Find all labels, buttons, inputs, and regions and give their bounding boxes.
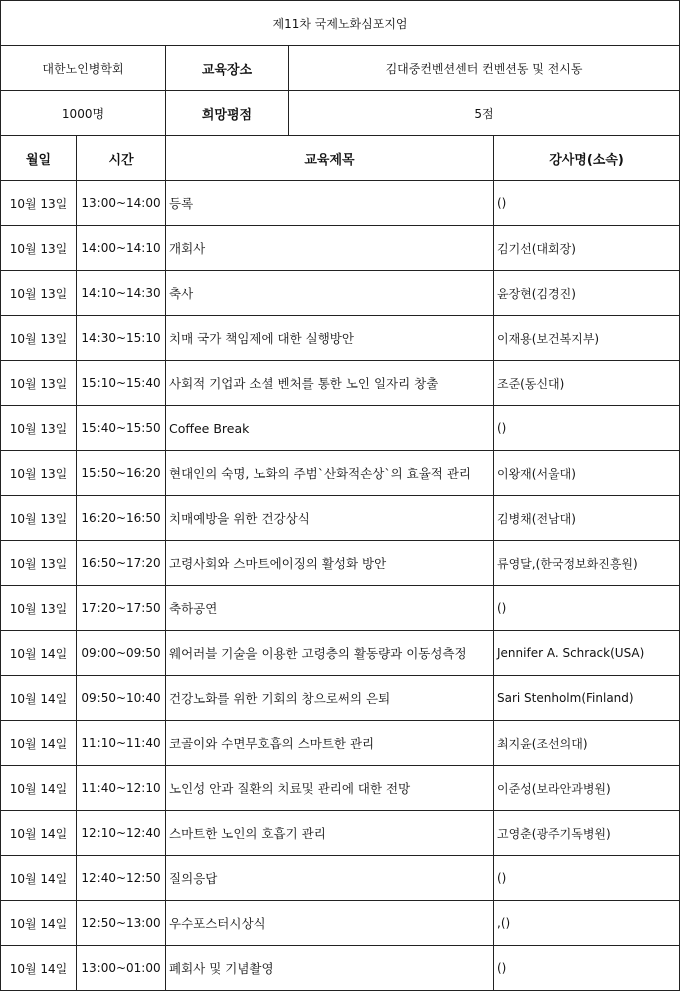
cell-time: 15:50~16:20 — [77, 451, 166, 496]
cell-date: 10월 13일 — [1, 451, 77, 496]
cell-date: 10월 13일 — [1, 586, 77, 631]
cell-title: 사회적 기업과 소셜 벤처를 통한 노인 일자리 창출 — [166, 361, 494, 406]
cell-time: 14:10~14:30 — [77, 271, 166, 316]
cell-date: 10월 14일 — [1, 631, 77, 676]
organizer: 대한노인병학회 — [1, 46, 166, 91]
venue-value: 김대중컨벤션센터 컨벤션동 및 전시동 — [289, 46, 680, 91]
cell-time: 15:40~15:50 — [77, 406, 166, 451]
cell-title: 개회사 — [166, 226, 494, 271]
cell-title: 치매예방을 위한 건강상식 — [166, 496, 494, 541]
cell-date: 10월 14일 — [1, 901, 77, 946]
cell-title: 고령사회와 스마트에이징의 활성화 방안 — [166, 541, 494, 586]
cell-title: 스마트한 노인의 호흡기 관리 — [166, 811, 494, 856]
cell-lecturer: 이재용(보건복지부) — [494, 316, 680, 361]
cell-date: 10월 13일 — [1, 406, 77, 451]
score-value: 5점 — [289, 91, 680, 136]
cell-lecturer: 이왕재(서울대) — [494, 451, 680, 496]
cell-time: 11:10~11:40 — [77, 721, 166, 766]
cell-time: 13:00~01:00 — [77, 946, 166, 991]
table-row — [1, 541, 680, 586]
cell-time: 14:30~15:10 — [77, 316, 166, 361]
cell-title: 축사 — [166, 271, 494, 316]
cell-lecturer: 김기선(대회장) — [494, 226, 680, 271]
cell-title: 현대인의 숙명, 노화의 주범`산화적손상`의 효율적 관리 — [166, 451, 494, 496]
cell-date: 10월 13일 — [1, 271, 77, 316]
cell-time: 12:50~13:00 — [77, 901, 166, 946]
header-row — [1, 136, 680, 181]
event-title: 제11차 국제노화심포지엄 — [1, 1, 680, 46]
table-row — [1, 766, 680, 811]
table-row — [1, 316, 680, 361]
cell-time: 14:00~14:10 — [77, 226, 166, 271]
cell-lecturer: ,() — [494, 901, 680, 946]
cell-title: 웨어러블 기술을 이용한 고령층의 활동량과 이동성측정 — [166, 631, 494, 676]
cell-date: 10월 14일 — [1, 811, 77, 856]
cell-date: 10월 14일 — [1, 766, 77, 811]
cell-time: 12:10~12:40 — [77, 811, 166, 856]
cell-title: 건강노화를 위한 기회의 창으로써의 은퇴 — [166, 676, 494, 721]
table-row — [1, 721, 680, 766]
col-header-title: 교육제목 — [166, 136, 494, 181]
cell-time: 13:00~14:00 — [77, 181, 166, 226]
cell-lecturer: 윤장현(김경진) — [494, 271, 680, 316]
cell-date: 10월 13일 — [1, 181, 77, 226]
cell-lecturer: Sari Stenholm(Finland) — [494, 676, 680, 721]
cell-title: 코골이와 수면무호흡의 스마트한 관리 — [166, 721, 494, 766]
table-row — [1, 226, 680, 271]
cell-date: 10월 13일 — [1, 316, 77, 361]
cell-lecturer: () — [494, 946, 680, 991]
capacity: 1000명 — [1, 91, 166, 136]
cell-time: 16:50~17:20 — [77, 541, 166, 586]
col-header-lecturer: 강사명(소속) — [494, 136, 680, 181]
cell-time: 17:20~17:50 — [77, 586, 166, 631]
cell-lecturer: 류영달,(한국정보화진흥원) — [494, 541, 680, 586]
col-header-time: 시간 — [77, 136, 166, 181]
cell-date: 10월 14일 — [1, 676, 77, 721]
info-row-venue — [1, 46, 680, 91]
cell-title: 질의응답 — [166, 856, 494, 901]
table-row — [1, 676, 680, 721]
cell-lecturer: 김병채(전남대) — [494, 496, 680, 541]
cell-title: 치매 국가 책임제에 대한 실행방안 — [166, 316, 494, 361]
table-row — [1, 496, 680, 541]
cell-date: 10월 13일 — [1, 541, 77, 586]
cell-title: 등록 — [166, 181, 494, 226]
cell-lecturer: 이준성(보라안과병원) — [494, 766, 680, 811]
table-row — [1, 856, 680, 901]
table-row — [1, 901, 680, 946]
title-row — [1, 1, 680, 46]
table-row — [1, 631, 680, 676]
cell-title: Coffee Break — [166, 406, 494, 451]
table-row — [1, 271, 680, 316]
table-row — [1, 811, 680, 856]
score-label: 희망평점 — [166, 91, 289, 136]
cell-time: 15:10~15:40 — [77, 361, 166, 406]
cell-time: 09:50~10:40 — [77, 676, 166, 721]
cell-title: 우수포스터시상식 — [166, 901, 494, 946]
col-header-date: 월일 — [1, 136, 77, 181]
table-row — [1, 451, 680, 496]
cell-lecturer: () — [494, 586, 680, 631]
cell-date: 10월 13일 — [1, 226, 77, 271]
cell-title: 노인성 안과 질환의 치료및 관리에 대한 전망 — [166, 766, 494, 811]
cell-lecturer: () — [494, 181, 680, 226]
cell-lecturer: () — [494, 406, 680, 451]
cell-date: 10월 14일 — [1, 721, 77, 766]
cell-lecturer: 최지윤(조선의대) — [494, 721, 680, 766]
table-row — [1, 181, 680, 226]
table-row — [1, 361, 680, 406]
cell-title: 폐회사 및 기념촬영 — [166, 946, 494, 991]
info-row-score — [1, 91, 680, 136]
table-row — [1, 406, 680, 451]
cell-date: 10월 13일 — [1, 496, 77, 541]
cell-lecturer: Jennifer A. Schrack(USA) — [494, 631, 680, 676]
cell-date: 10월 14일 — [1, 856, 77, 901]
cell-lecturer: 조준(동신대) — [494, 361, 680, 406]
cell-date: 10월 14일 — [1, 946, 77, 991]
cell-time: 11:40~12:10 — [77, 766, 166, 811]
table-row — [1, 946, 680, 991]
cell-time: 12:40~12:50 — [77, 856, 166, 901]
cell-time: 16:20~16:50 — [77, 496, 166, 541]
cell-time: 09:00~09:50 — [77, 631, 166, 676]
cell-lecturer: () — [494, 856, 680, 901]
table-row — [1, 586, 680, 631]
cell-date: 10월 13일 — [1, 361, 77, 406]
venue-label: 교육장소 — [166, 46, 289, 91]
cell-lecturer: 고영춘(광주기독병원) — [494, 811, 680, 856]
cell-title: 축하공연 — [166, 586, 494, 631]
